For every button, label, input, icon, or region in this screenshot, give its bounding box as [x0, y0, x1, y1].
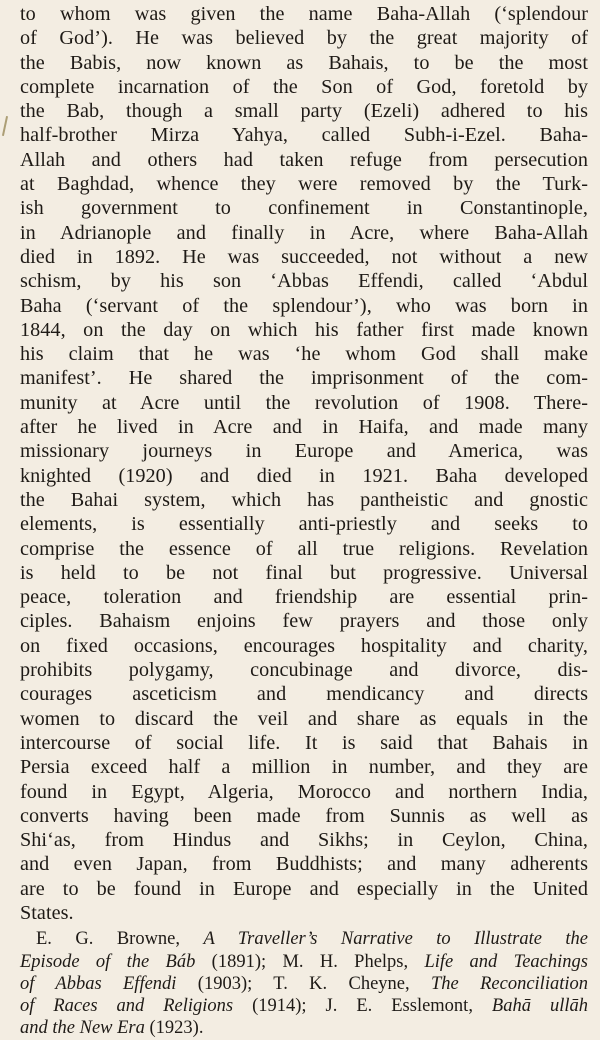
bibliography-line	[20, 951, 588, 973]
text-line: States.	[20, 901, 74, 924]
bibliography	[20, 928, 588, 1039]
bibliography-line	[20, 1017, 588, 1039]
bib-author: E. G. Browne,	[36, 929, 204, 950]
text-line: on fixed occasions, encourages hospitality and charity,	[20, 634, 588, 657]
text-line: is held to be not final but progressive. Universal	[20, 561, 588, 584]
text-line: ciples. Bahaism enjoins few prayers and those only	[20, 610, 588, 633]
text-line: Baha (‘servant of the splendour’), who was born in	[20, 294, 588, 317]
article-body	[20, 2, 588, 925]
text-line: Shi‘as, from Hindus and Sikhs; in Ceylon, China,	[20, 829, 588, 852]
text-line: peace, toleration and friendship are essential prin-	[20, 586, 588, 609]
text-line: Allah and others had taken refuge from persecution	[20, 148, 588, 171]
text-line: Persia exceed half a million in number, and they are	[20, 756, 588, 779]
bib-title: Life and Teachings	[424, 951, 588, 972]
bib-title: and the New Era	[20, 1018, 145, 1039]
bib-text: (1923).	[144, 1018, 204, 1039]
text-line: munity at Acre until the revolution of 1908. There-	[20, 391, 588, 414]
text-line: 1844, on the day on which his father first made known	[20, 318, 588, 341]
text-line: half-brother Mirza Yahya, called Subh-i-Ezel. Baha-	[20, 124, 588, 147]
text-line: courages asceticism and mendicancy and directs	[20, 683, 588, 706]
text-line: women to discard the veil and share as equals in the	[20, 707, 588, 730]
bib-title: of Races and Religions	[20, 996, 234, 1017]
text-line: elements, is essentially anti-priestly and seeks to	[20, 513, 588, 536]
text-line: missionary journeys in Europe and America, was	[20, 440, 588, 463]
bib-title: A Traveller’s Narrative to Illustrate the	[203, 929, 588, 950]
text-line: his claim that he was ‘he whom God shall make	[20, 343, 588, 366]
text-line: converts having been made from Sunnis as well as	[20, 804, 588, 827]
bib-text: (1903); T. K. Cheyne,	[176, 973, 431, 994]
text-line: knighted (1920) and died in 1921. Baha developed	[20, 464, 588, 487]
bibliography-line	[20, 995, 588, 1017]
bib-title: The Reconciliation	[431, 973, 588, 994]
bib-title: Episode of the Báb	[20, 951, 196, 972]
text-line: comprise the essence of all true religions. Revelation	[20, 537, 588, 560]
bibliography-line	[20, 928, 588, 950]
text-line: complete incarnation of the Son of God, foretold by	[20, 75, 588, 98]
text-line: prohibits polygamy, concubinage and divorce, dis-	[20, 659, 588, 682]
text-line: and even Japan, from Buddhists; and many adherents	[20, 853, 588, 876]
text-line: intercourse of social life. It is said that Bahais in	[20, 731, 588, 754]
margin-pencil-mark	[2, 116, 8, 136]
text-line: at Baghdad, whence they were removed by the Turk-	[20, 173, 588, 196]
text-line: the Bahai system, which has pantheistic and gnostic	[20, 488, 588, 511]
text-line: the Babis, now known as Bahais, to be the most	[20, 51, 588, 74]
bib-text: (1891); M. H. Phelps,	[195, 951, 425, 972]
text-line: in Adrianople and finally in Acre, where Baha-Allah	[20, 221, 588, 244]
bib-title: of Abbas Effendi	[20, 973, 177, 994]
text-line: found in Egypt, Algeria, Morocco and northern India,	[20, 780, 588, 803]
bib-text: (1914); J. E. Esslemont,	[233, 996, 492, 1017]
text-line: ish government to confinement in Constantinople,	[20, 197, 588, 220]
text-line: manifest’. He shared the imprisonment of the com-	[20, 367, 588, 390]
text-line: the Bab, though a small party (Ezeli) adhered to his	[20, 100, 588, 123]
bib-title: Bahā ullāh	[491, 996, 588, 1017]
text-line: died in 1892. He was succeeded, not without a new	[20, 245, 588, 268]
text-line: to whom was given the name Baha-Allah (‘splendour	[20, 3, 588, 25]
bibliography-line	[20, 973, 588, 995]
text-line: after he lived in Acre and in Haifa, and made many	[20, 416, 588, 439]
text-line: are to be found in Europe and especially in the United	[20, 877, 588, 900]
text-line: schism, by his son ‘Abbas Effendi, called ‘Abdul	[20, 270, 588, 293]
text-line: of God’). He was believed by the great majority of	[20, 27, 588, 50]
